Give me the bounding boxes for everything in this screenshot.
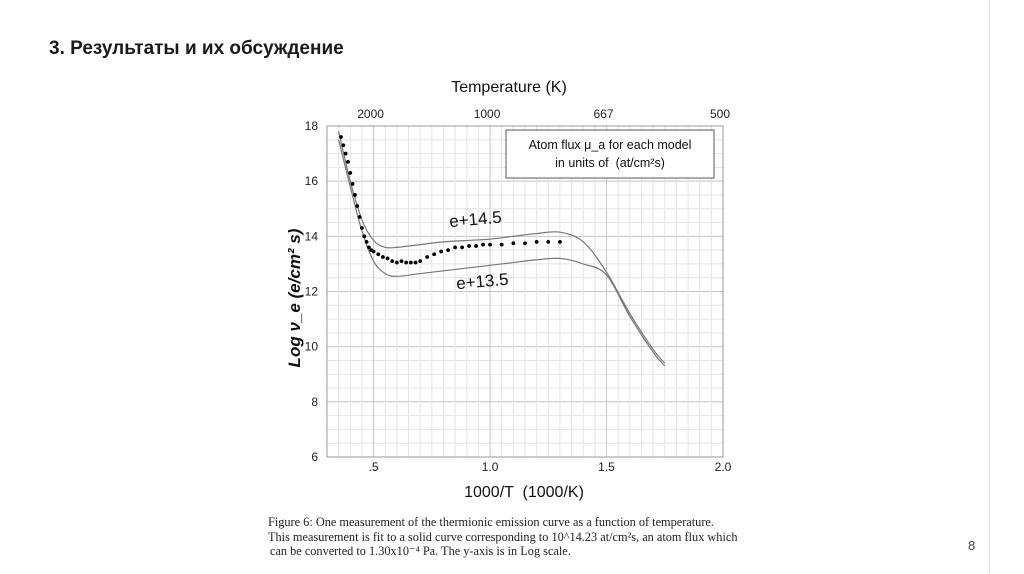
y-tick-label: 10 [304, 339, 318, 354]
caption-line-3: can be converted to 1.30x10⁻⁴ Pa. The y-axis is in Log scale. [270, 544, 571, 558]
measurement-point [386, 257, 390, 261]
measurement-point [425, 255, 429, 259]
measurement-point [344, 152, 348, 156]
measurement-point [467, 244, 471, 248]
y-axis-label: Log ν_e (e/cm² s) [285, 228, 304, 368]
measurement-point [353, 193, 357, 197]
x-tick-label: 1.0 [481, 460, 499, 474]
measurement-point [558, 240, 562, 244]
measurement-point [351, 182, 355, 186]
measurement-point [339, 135, 343, 139]
measurement-point [474, 244, 478, 248]
y-tick-label: 18 [304, 119, 318, 133]
measurement-point [414, 261, 418, 265]
measurement-point [400, 259, 404, 263]
top-tick-label: 1000 [473, 107, 501, 121]
measurement-point [404, 261, 408, 265]
page-number: 8 [968, 538, 976, 553]
measurement-point [341, 143, 345, 147]
measurement-point [362, 234, 366, 238]
measurement-point [355, 204, 359, 208]
measurement-point [500, 243, 504, 247]
measurement-point [546, 240, 550, 244]
chart-legend [506, 130, 714, 178]
measurement-point [481, 243, 485, 247]
measurement-point [511, 241, 515, 245]
measurement-point [381, 255, 385, 259]
measurement-point [348, 171, 352, 175]
annotation-e14-5: e+14.5 [448, 207, 503, 232]
y-tick-label: 14 [304, 229, 318, 244]
measurement-point [372, 250, 376, 254]
measurement-point [432, 252, 436, 256]
caption-line-2: This measurement is fit to a solid curve corresponding to 10^14.23 at/cm²s, an atom flux which [268, 529, 738, 544]
measurement-point [395, 261, 399, 265]
measurement-point [390, 259, 394, 263]
measurement-point [460, 245, 464, 249]
figure-caption [268, 515, 808, 559]
measurement-point [365, 240, 369, 244]
x-tick-label: 1.5 [598, 460, 615, 474]
legend-line-2: in units of (at/cm²s) [555, 156, 665, 170]
slide-title: 3. Результаты и их обсуждение [49, 38, 344, 59]
top-tick-label: 667 [593, 107, 614, 121]
x-axis-label: 1000/T (1000/K) [464, 484, 584, 501]
y-tick-label: 6 [311, 450, 318, 464]
top-tick-label: 500 [709, 107, 731, 121]
y-tick-label: 16 [304, 174, 318, 189]
caption-line-1: Figure 6: One measurement of the thermionic emission curve as a function of temperature. [268, 515, 714, 529]
measurement-point [446, 248, 450, 252]
measurement-point [418, 259, 422, 263]
top-axis-label: Temperature (K) [451, 79, 567, 96]
measurement-point [360, 226, 364, 230]
measurement-point [535, 240, 539, 244]
measurement-point [358, 215, 362, 219]
legend-line-1: Atom flux μ_a for each model [528, 138, 692, 152]
x-tick-label: .5 [368, 460, 379, 474]
measurement-point [488, 243, 492, 247]
measurement-point [523, 241, 527, 245]
top-tick-label: 2000 [357, 107, 384, 121]
y-tick-label: 8 [311, 394, 318, 409]
measurement-point [376, 252, 380, 256]
annotation-e13-5: e+13.5 [455, 269, 510, 294]
measurement-point [453, 245, 457, 249]
y-tick-label: 12 [304, 284, 318, 299]
measurement-point [346, 160, 350, 164]
measurement-point [409, 261, 413, 265]
measurement-point [439, 250, 443, 254]
x-tick-label: 2.0 [714, 460, 732, 474]
